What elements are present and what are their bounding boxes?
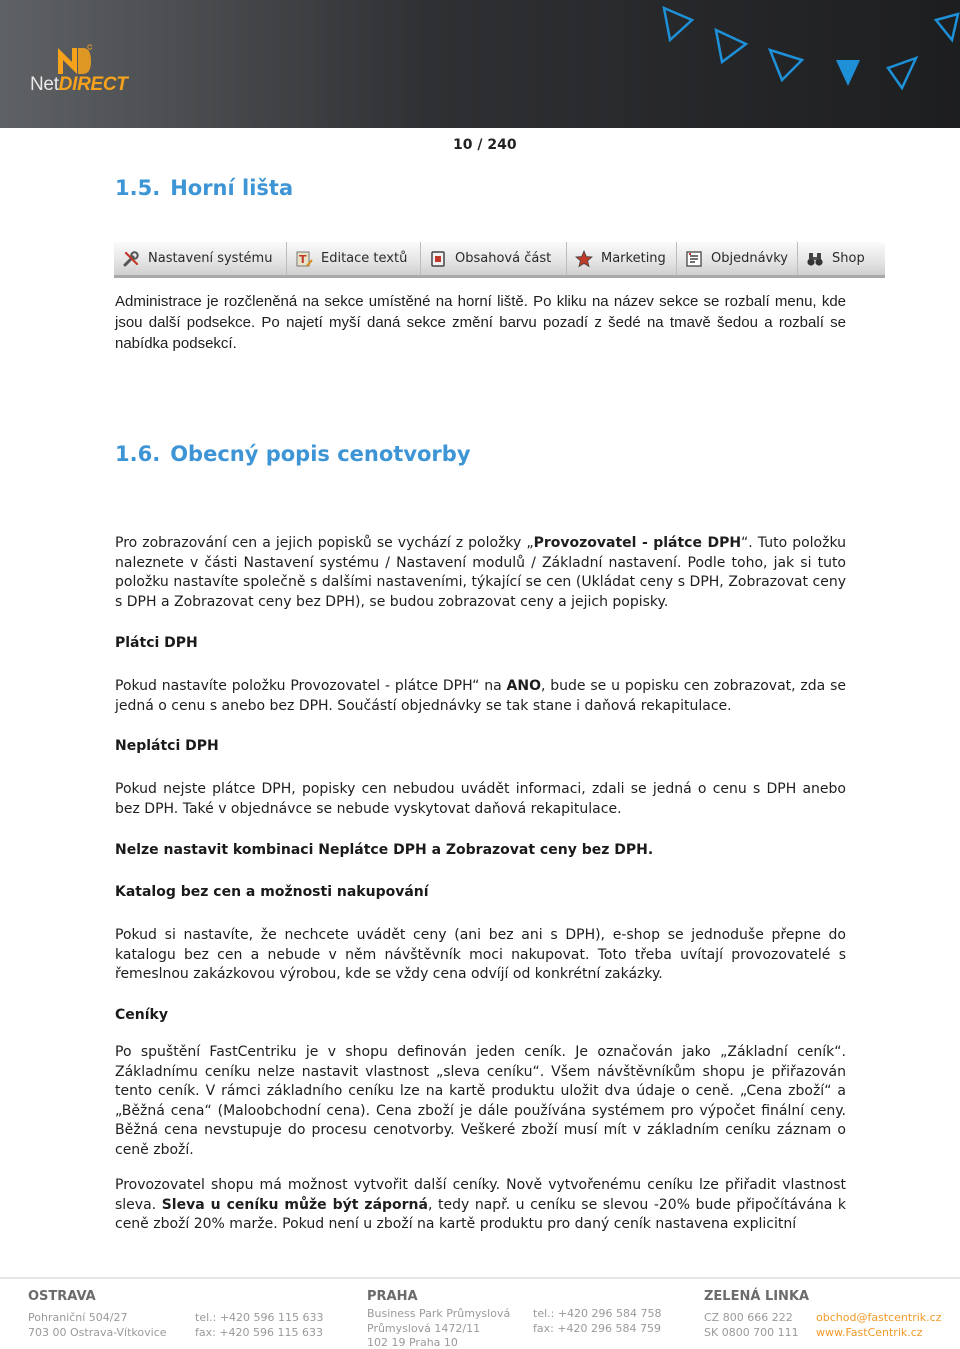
footer-web-link[interactable]: www.FastCentrik.cz — [816, 1326, 923, 1339]
text-run: , tedy např. u ceníku se slevou -20% bude připočítávána k ceně zboží 20% marže. Pokud není u zboží na kartě produktu pro daný ceník nastavena explicitní — [115, 1196, 847, 1233]
menu-item-nastaveni-systemu[interactable] — [114, 242, 287, 275]
paragraph-katalog: Pokud si nastavíte, že nechcete uvádět ceny (ani bez ani s DPH), e-shop se jednoduše přepne do katalogu bez cen a nebude v něm návštěvník moci nakupovat. Toto třeba uvítají provozovatelé s řemeslnou zakázkovou výrobou, kde se vždy cena odvíjí od konkrétní zakázky. — [115, 927, 846, 983]
footer-ostrava-addr2: 703 00 Ostrava-Vítkovice — [28, 1326, 167, 1339]
text-run: Pro zobrazování cen a jejich popisků se vychází z položky „ — [115, 535, 534, 551]
page-footer — [0, 1277, 960, 1349]
footer-zelena-cz: CZ 800 666 222 — [704, 1311, 793, 1324]
section-title: Horní lišta — [170, 176, 294, 200]
footer-email-link[interactable]: obchod@fastcentrik.cz — [816, 1311, 942, 1324]
section-number: 1.6. — [115, 442, 161, 466]
text-run: Provozovatel shopu má možnost vytvořit další ceníky. Nově vytvořenému ceníku lze přiřadit vlastnost sleva. — [115, 1177, 846, 1213]
intro-paragraph: Administrace je rozčleněná na sekce umístěné na horní liště. Po kliku na název sekce se rozbalí menu, kde jsou další podsekce. Po najetí myší daná sekce změní barvu pozadí z šedé na tmavě šedou a rozbalí se nabídka podsekcí. — [115, 293, 846, 352]
footer-ostrava-fax: fax: +420 596 115 633 — [195, 1326, 324, 1339]
bold-term: ANO — [506, 678, 541, 694]
text-edit-icon — [295, 250, 313, 268]
subheading-katalog: Katalog bez cen a možnosti nakupování — [115, 884, 429, 900]
menu-item-label: Nastavení systému — [148, 251, 273, 266]
bold-term: Provozovatel - plátce DPH — [533, 535, 742, 551]
menu-item-shop[interactable] — [798, 242, 885, 275]
decorative-triangles-icon — [640, 0, 960, 128]
menu-item-label: Editace textů — [321, 251, 408, 266]
section-number: 1.5. — [115, 176, 161, 200]
section-heading-1-5 — [115, 176, 293, 200]
footer-zelena-sk: SK 0800 700 111 — [704, 1326, 799, 1339]
menu-item-marketing[interactable] — [567, 242, 677, 275]
menu-item-editace-textu[interactable] — [287, 242, 421, 275]
paragraph-ceniky-1: Po spuštění FastCentriku je v shopu definován jeden ceník. Je označován jako „Základní ceník“. Základnímu ceníku nelze nastavit vlastnost „sleva ceníku“. Všem návštěvníkům shopu je přiřazován tento ceník. V rámci základního ceníku lze na kartě produktu uložit dva údaje o ceně. „Cena zboží“ a „Běžná cena“ (Maloobchodní cena). Cena zboží je dále používána systémem pro výpočet finální ceny. Běžná cena nevstupuje do procesu cenotvorby. Veškeré zboží musí mít v základním ceníku záznam o ceně zboží. — [115, 1044, 846, 1158]
footer-ostrava-addr1: Pohraniční 504/27 — [28, 1311, 128, 1324]
section-heading-1-6 — [115, 442, 471, 466]
star-marketing-icon — [575, 250, 593, 268]
footer-praha-addr1: Business Park Průmyslová — [367, 1307, 511, 1320]
content-page-icon — [429, 250, 447, 268]
admin-top-menubar — [114, 242, 885, 278]
menu-item-obsahova-cast[interactable] — [421, 242, 567, 275]
menu-item-objednavky[interactable] — [677, 242, 798, 275]
text-run: Pokud nastavíte položku Provozovatel - plátce DPH“ na — [115, 678, 507, 694]
paragraph-provozovatel — [115, 534, 846, 612]
nd-logo-mark-icon — [56, 44, 92, 76]
section-title: Obecný popis cenotvorby — [170, 442, 471, 466]
subheading-neplatci-dph: Neplátci DPH — [115, 738, 219, 754]
footer-zelena-title: ZELENÁ LINKA — [704, 1289, 810, 1304]
orders-list-icon — [685, 250, 703, 268]
footer-praha-fax: fax: +420 296 584 759 — [533, 1322, 662, 1335]
bold-term: Sleva u ceníku může být záporná — [161, 1196, 428, 1213]
text-run: , bude se u popisku cen zobrazovat, zda se jedná o cenu s anebo bez DPH. Součástí objednávky se tak stane i daňová rekapitulace. — [115, 678, 846, 714]
text-run: “. Tuto položku naleznete v části Nastavení systému / Nastavení modulů / Základní nastavení. Podle toho, jak si tuto položku nastavíte společně s dalšími nastaveními, týkající se cen (Ukládat ceny s DPH, Zobrazovat ceny s DPH a Zobrazovat ceny bez DPH), se budou zobrazovat ceny a jejich popisky. — [115, 535, 846, 610]
footer-praha-title: PRAHA — [367, 1289, 418, 1304]
svg-text:T: T — [299, 252, 307, 266]
menu-item-label: Objednávky — [711, 251, 789, 266]
footer-ostrava-tel: tel.: +420 596 115 633 — [195, 1311, 324, 1324]
footer-ostrava-title: OSTRAVA — [28, 1289, 96, 1304]
logo-wordmark: NetDIRECT — [30, 74, 128, 95]
page-number: 10 / 240 — [453, 137, 517, 153]
subheading-platci-dph: Plátci DPH — [115, 635, 198, 651]
menu-item-label: Marketing — [601, 251, 666, 266]
footer-praha-addr2: Průmyslová 1472/11 — [367, 1322, 481, 1335]
binoculars-shop-icon — [806, 250, 824, 268]
footer-praha-tel: tel.: +420 296 584 758 — [533, 1307, 662, 1320]
menu-item-label: Obsahová část — [455, 251, 552, 266]
footer-praha-addr3: 102 19 Praha 10 — [367, 1336, 458, 1349]
netdirect-logo — [30, 44, 140, 98]
paragraph-ceniky-2 — [115, 1176, 846, 1235]
paragraph-neplatci: Pokud nejste plátce DPH, popisky cen nebudou uvádět informaci, zdali se jedná o cenu s DPH anebo bez DPH. Také v objednávce se nebude vyskytovat daňová rekapitulace. — [115, 781, 846, 817]
paragraph-platci — [115, 677, 846, 716]
wrench-screwdriver-icon — [122, 250, 140, 268]
page-header — [0, 0, 960, 128]
subheading-ceniky: Ceníky — [115, 1007, 168, 1023]
menu-item-label: Shop — [832, 251, 865, 266]
warning-combination: Nelze nastavit kombinaci Neplátce DPH a Zobrazovat ceny bez DPH. — [115, 842, 654, 858]
